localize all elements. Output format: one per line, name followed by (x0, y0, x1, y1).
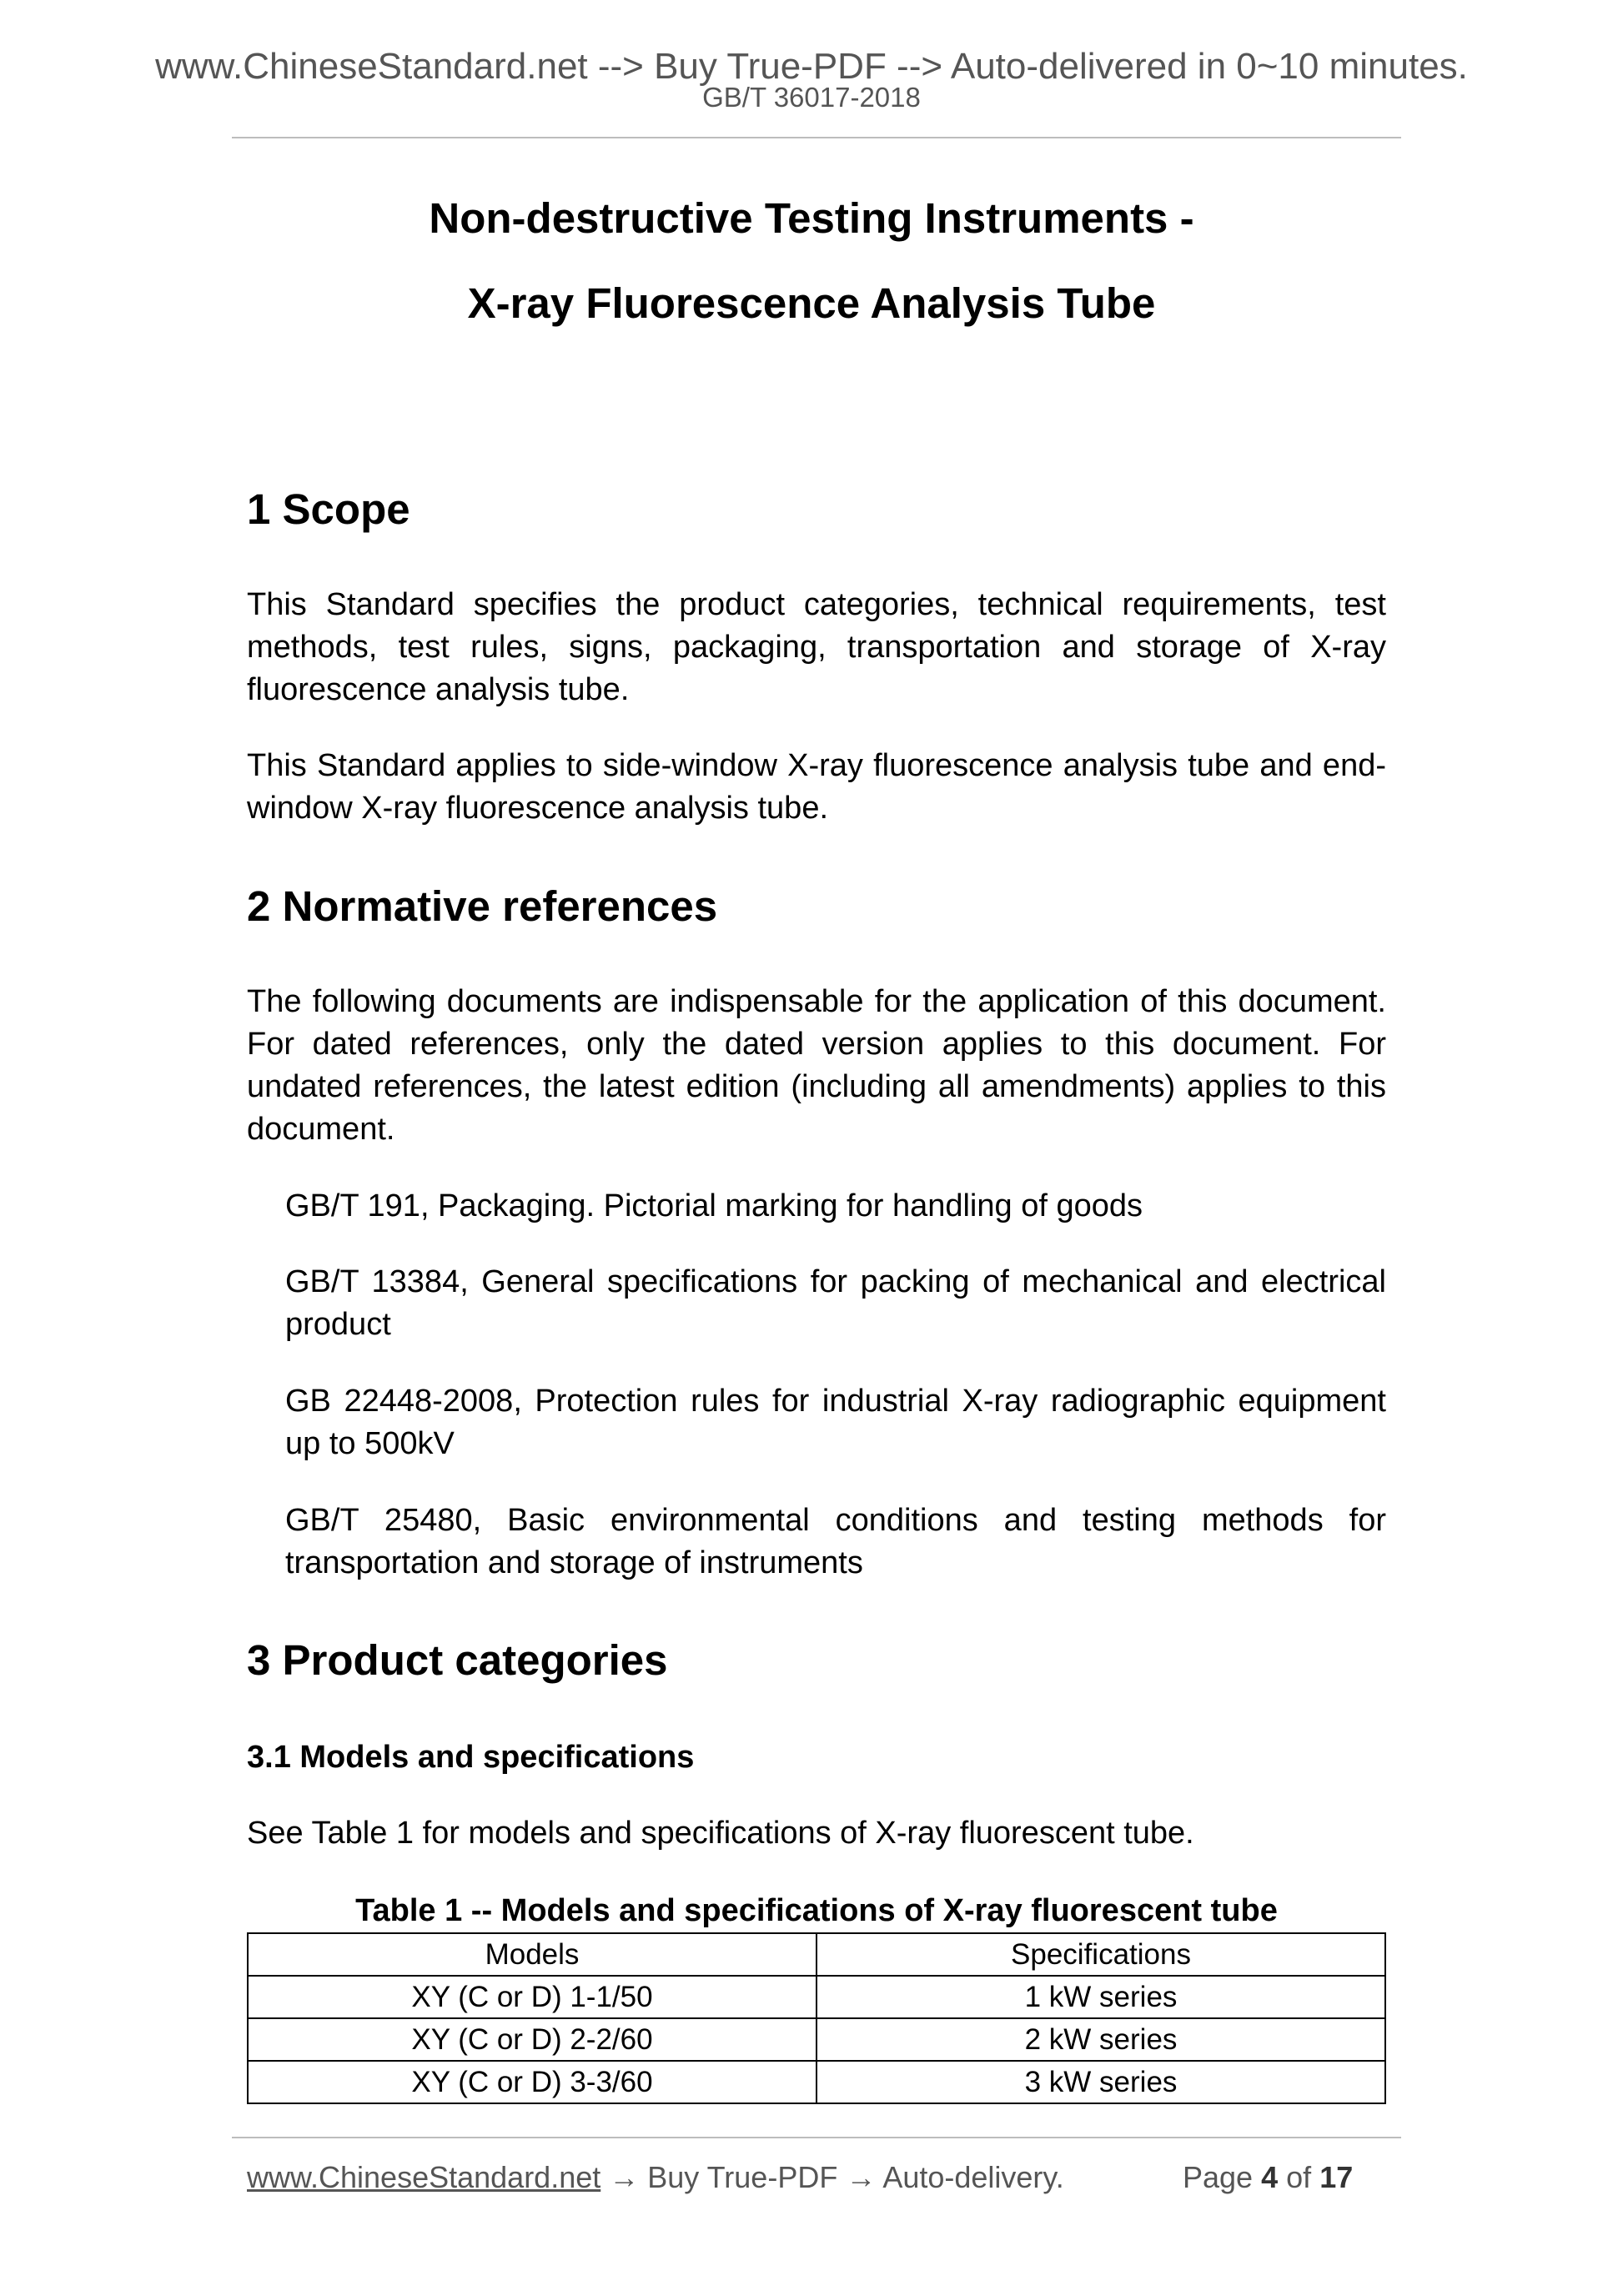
footer-divider (232, 2137, 1401, 2138)
table-cell-model: XY (C or D) 1-1/50 (248, 1976, 817, 2018)
table-row (248, 2061, 1385, 2103)
column-header-specifications: Specifications (817, 1933, 1385, 1976)
table-cell-specification: 3 kW series (817, 2061, 1385, 2103)
table-row (248, 1976, 1385, 2018)
page-number: 4 (1261, 2160, 1279, 2194)
scope-paragraph-2: This Standard applies to side-window X-ray fluorescence analysis tube and end-window X-ray fluorescence analysis tube. (247, 748, 1386, 826)
page-of-label: of (1286, 2160, 1312, 2194)
normative-reference-item: GB/T 25480, Basic environmental conditions and testing methods for transportation and storage of instruments (285, 1503, 1386, 1580)
subsection-heading-models: 3.1 Models and specifications (247, 1740, 695, 1775)
table-caption: Table 1 -- Models and specifications of X-ray fluorescent tube (355, 1893, 1278, 1928)
table-header-row (248, 1933, 1385, 1976)
table-row (248, 2018, 1385, 2061)
models-specifications-table (247, 1932, 1386, 2104)
footer-promo (247, 2158, 1064, 2197)
table-cell-specification: 1 kW series (817, 1976, 1385, 2018)
page-total: 17 (1319, 2160, 1354, 2194)
table-cell-model: XY (C or D) 2-2/60 (248, 2018, 817, 2061)
section-heading-scope: 1 Scope (247, 485, 410, 533)
table-cell-specification: 2 kW series (817, 2018, 1385, 2061)
normative-reference-item: GB 22448-2008, Protection rules for industrial X-ray radiographic equipment up to 500kV (285, 1384, 1386, 1461)
page-label: Page (1183, 2160, 1254, 2194)
document-title-line-1: Non-destructive Testing Instruments - (429, 194, 1194, 242)
normative-reference-item: GB/T 191, Packaging. Pictorial marking for handling of goods (285, 1188, 1143, 1223)
footer-site-link[interactable]: www.ChineseStandard.net (247, 2160, 601, 2194)
normative-intro-paragraph: The following documents are indispensable for the application of this document. For dated references, only the dated version applies to this document. For undated references, the latest edition (including all amendments) applies to this document. (247, 984, 1386, 1147)
section-heading-normative-references: 2 Normative references (247, 882, 718, 930)
table-reference-text: See Table 1 for models and specifications of X-ray fluorescent tube. (247, 1816, 1194, 1851)
column-header-models: Models (248, 1933, 817, 1976)
table-cell-model: XY (C or D) 3-3/60 (248, 2061, 817, 2103)
section-heading-product-categories: 3 Product categories (247, 1636, 668, 1684)
page-indicator (1183, 2158, 1353, 2197)
footer-promo-text: → Buy True-PDF → Auto-delivery. (600, 2160, 1064, 2194)
normative-reference-item: GB/T 13384, General specifications for packing of mechanical and electrical product (285, 1264, 1386, 1342)
scope-paragraph-1: This Standard specifies the product categories, technical requirements, test methods, test rules, signs, packaging, transportation and storage of X-ray fluorescence analysis tube. (247, 587, 1386, 707)
header-banner: www.ChineseStandard.net --> Buy True-PDF --> Auto-delivered in 0~10 minutes. (155, 46, 1468, 87)
header-divider (232, 137, 1401, 138)
document-id: GB/T 36017-2018 (702, 82, 921, 113)
document-title-line-2: X-ray Fluorescence Analysis Tube (467, 279, 1156, 327)
